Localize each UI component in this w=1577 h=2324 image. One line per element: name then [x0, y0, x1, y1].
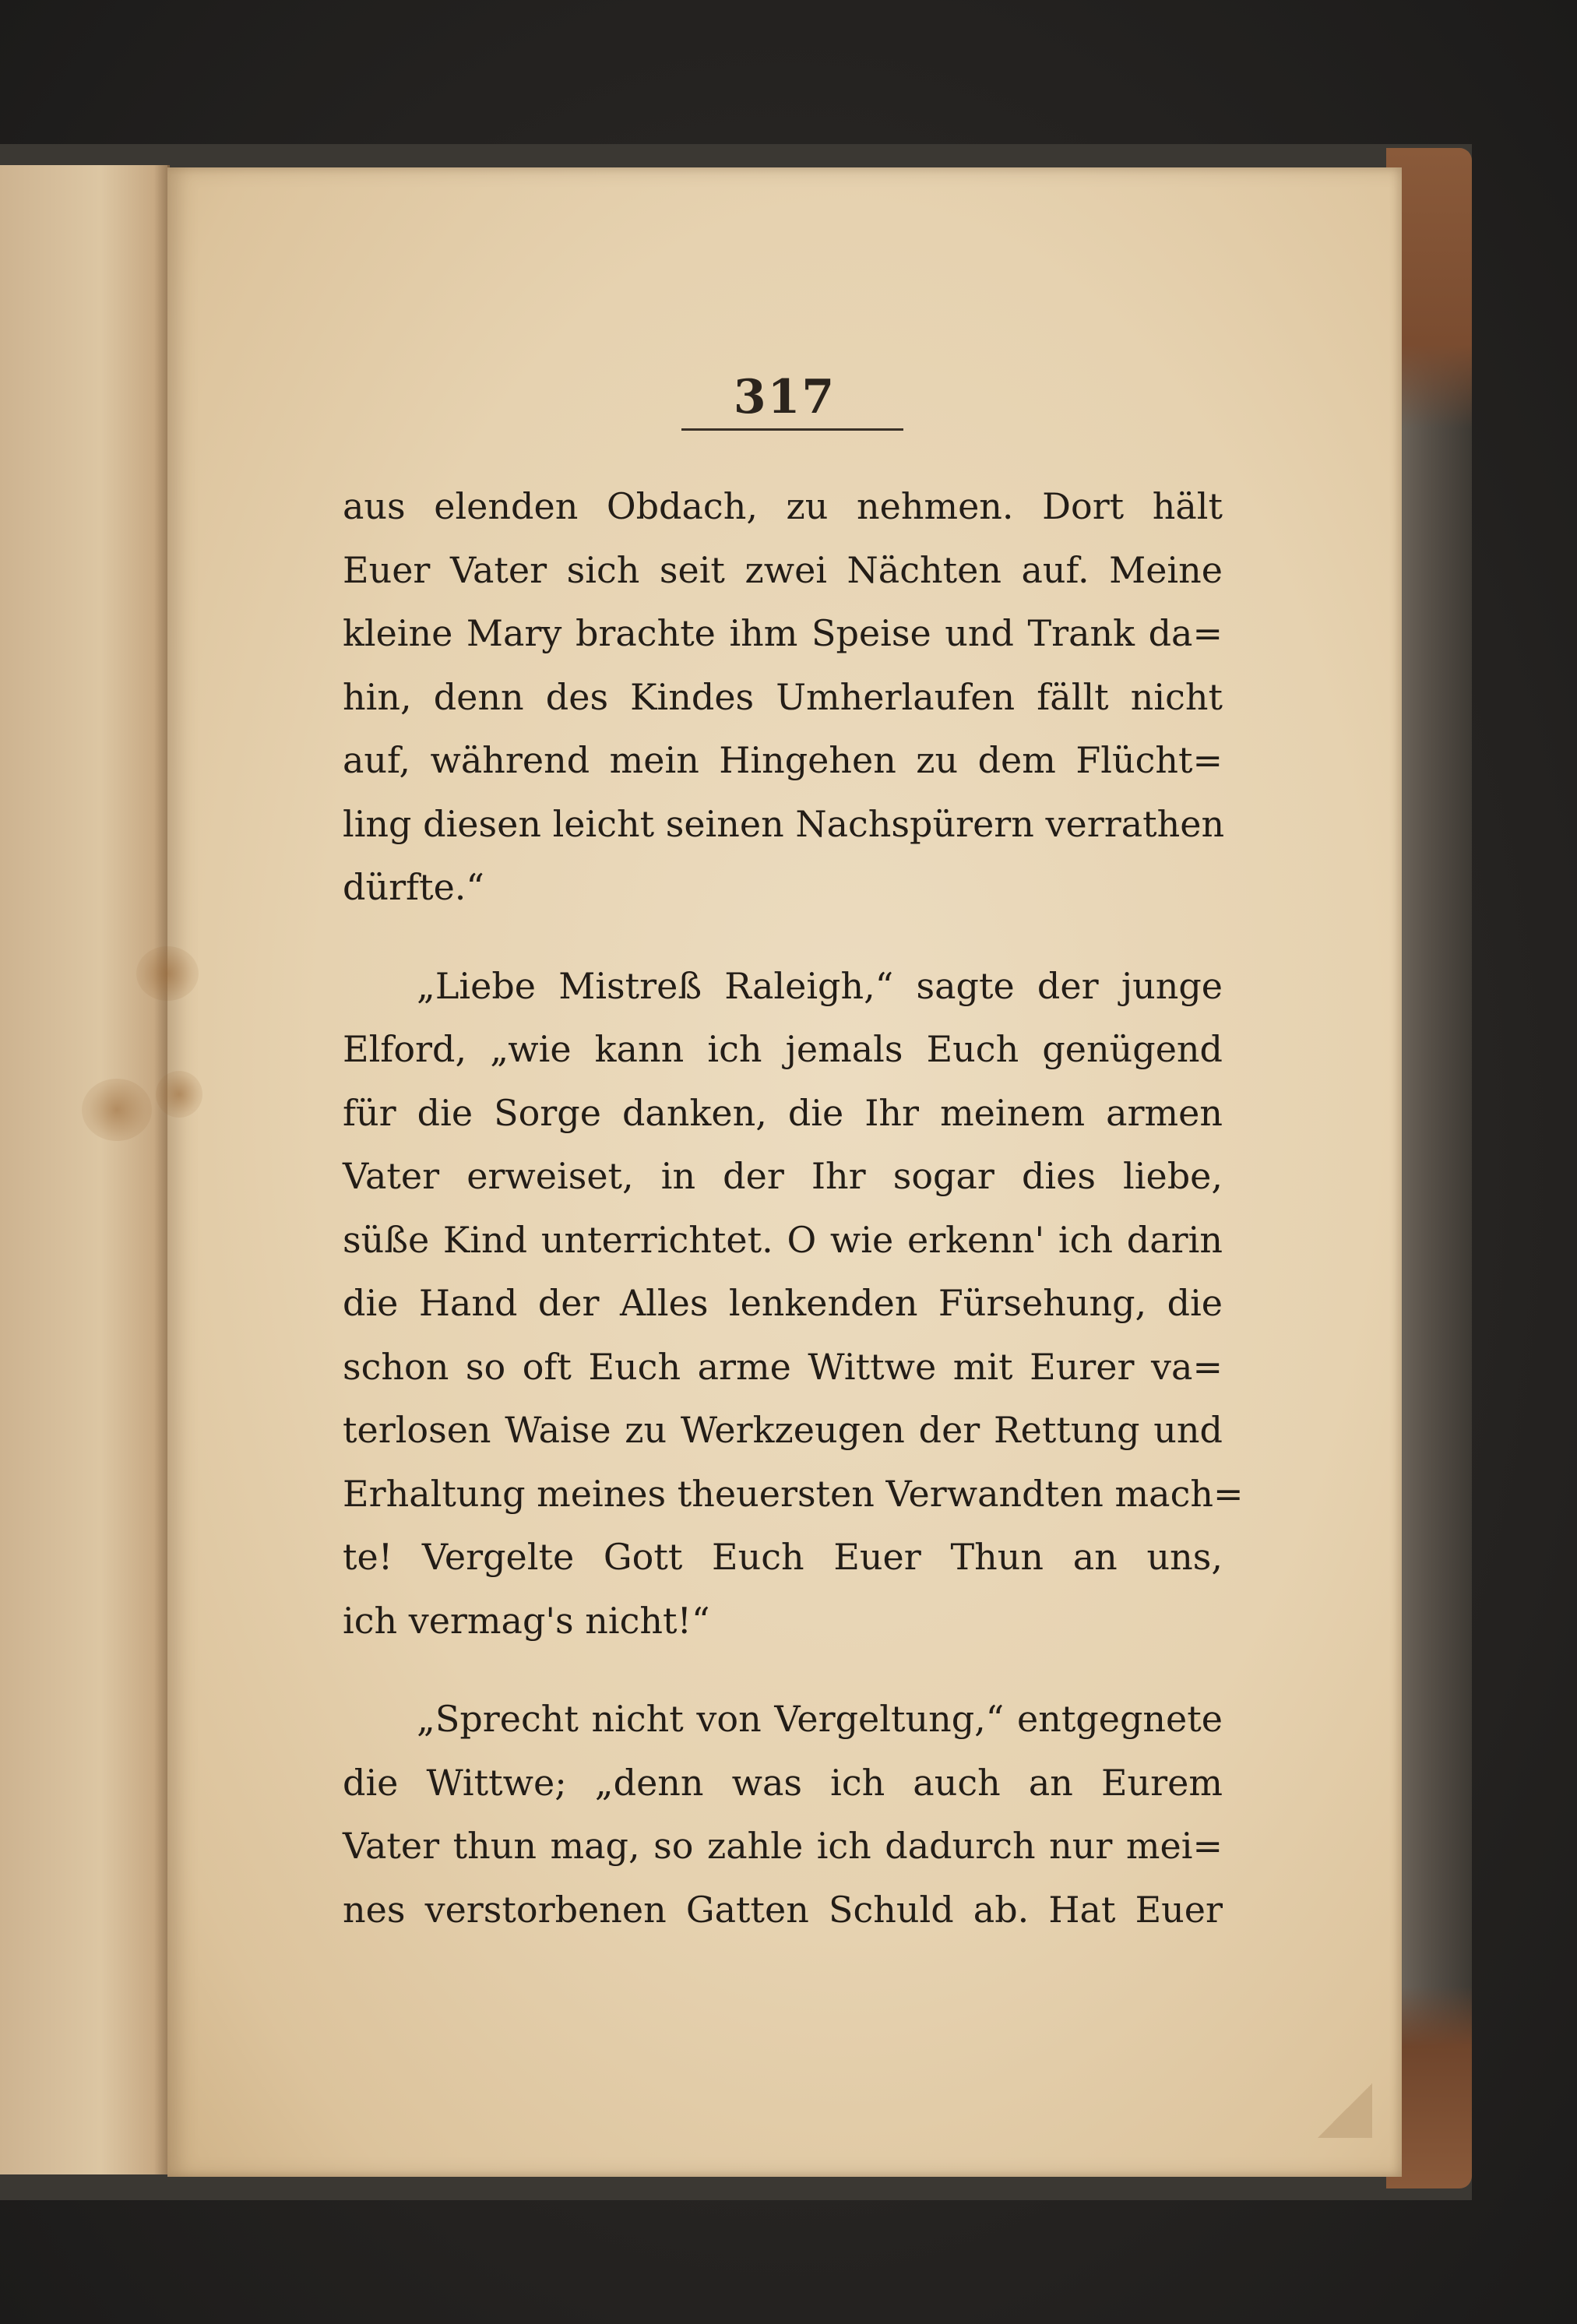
paragraph — [343, 475, 1223, 920]
text-line: Elford, „wie kann ich jemals Euch genügend — [343, 1028, 1223, 1070]
text-line: Euer Vater sich seit zwei Nächten auf. Meine — [343, 548, 1223, 591]
text-line: hin, denn des Kindes Umherlaufen fällt nicht — [343, 675, 1223, 718]
text-line: schon so oft Euch arme Wittwe mit Eurer va= — [343, 1345, 1223, 1388]
text-line: terlosen Waise zu Werkzeugen der Rettung und — [343, 1409, 1223, 1451]
paragraph-gap — [343, 920, 1223, 955]
text-line: Vater erweiset, in der Ihr sogar dies liebe, — [343, 1155, 1223, 1197]
paragraph-gap — [343, 1653, 1223, 1688]
text-line: ich vermag's nicht!“ — [343, 1599, 710, 1642]
dog-ear-corner — [1318, 2083, 1372, 2138]
text-line: die Wittwe; „denn was ich auch an Eurem — [343, 1761, 1223, 1804]
text-line: die Hand der Alles lenkenden Fürsehung, die — [343, 1282, 1223, 1324]
foxing-stain — [156, 1071, 202, 1118]
text-line: nes verstorbenen Gatten Schuld ab. Hat Euer — [343, 1888, 1223, 1931]
text-line: kleine Mary brachte ihm Speise und Trank da= — [343, 612, 1223, 654]
text-line: auf, während mein Hingehen zu dem Flücht= — [343, 739, 1223, 781]
text-line: aus elenden Obdach, zu nehmen. Dort hält — [343, 485, 1223, 527]
text-line: Erhaltung meines theuersten Verwandten mach= — [343, 1472, 1244, 1515]
text-line: Vater thun mag, so zahle ich dadurch nur mei= — [343, 1825, 1223, 1867]
page-number: 317 — [733, 370, 836, 424]
text-line: für die Sorge danken, die Ihr meinem armen — [343, 1091, 1223, 1134]
text-line: „Liebe Mistreß Raleigh,“ sagte der junge — [417, 964, 1223, 1007]
left-page-edge — [0, 165, 170, 2174]
book-page — [167, 167, 1402, 2177]
body-text — [343, 475, 1244, 1942]
foxing-stain — [136, 946, 199, 1001]
text-line: dürfte.“ — [343, 866, 484, 908]
foxing-stain — [82, 1079, 152, 1141]
page-number-rule — [681, 428, 903, 431]
text-line: süße Kind unterrichtet. O wie erkenn' ich darin — [343, 1218, 1223, 1261]
text-line: ling diesen leicht seinen Nachspürern verrathen — [343, 802, 1225, 845]
text-line: „Sprecht nicht von Vergeltung,“ entgegnete — [417, 1698, 1223, 1740]
text-line: te! Vergelte Gott Euch Euer Thun an uns, — [343, 1536, 1223, 1578]
paragraph — [343, 955, 1244, 1653]
paragraph — [343, 1688, 1223, 1942]
